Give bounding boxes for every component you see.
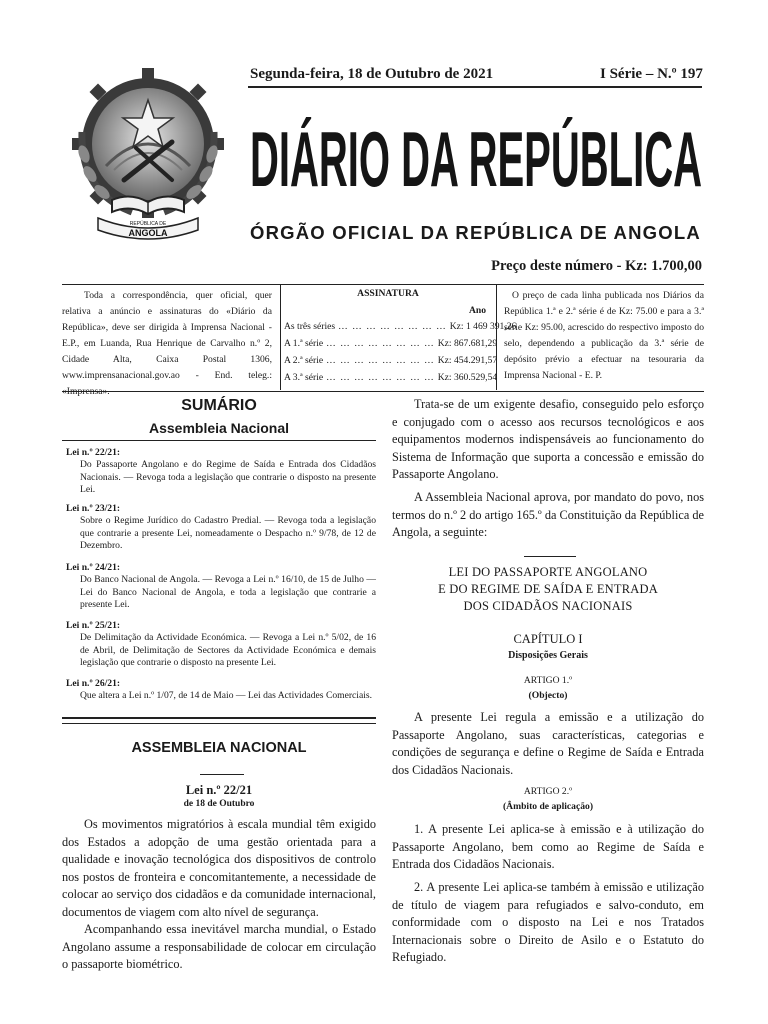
- subscription-label: A 1.ª série: [284, 338, 324, 349]
- info-divider: [280, 284, 281, 390]
- summary-law-number: Lei n.º 25/21:: [66, 620, 121, 631]
- emblem-motto-text: REPÚBLICA DE: [129, 221, 167, 227]
- summary-law-number: Lei n.º 22/21:: [66, 447, 121, 458]
- subscription-row: [284, 372, 498, 383]
- issue-series-number: I Série – N.º 197: [600, 66, 703, 82]
- chapter-subtitle: Disposições Gerais: [508, 650, 588, 661]
- summary-law-description: De Delimitação da Actividade Económica. — Revoga a Lei n.º 5/02, de 16 de Abril, de Delimitação de Sectores da Actividade Económica e demais legislação que contrarie o disposto na presente Lei.: [80, 632, 376, 669]
- article-subtitle: (Âmbito de aplicação): [502, 801, 594, 812]
- law-full-title-line: DOS CIDADÃOS NACIONAIS: [463, 599, 633, 613]
- law-full-title: [392, 564, 704, 615]
- summary-divider: [62, 440, 376, 441]
- leader-dots: … … … … … … … …: [326, 355, 435, 366]
- law-full-title-line: E DO REGIME DE SAÍDA E ENTRADA: [438, 582, 658, 596]
- article-title: ARTIGO 1.º: [523, 675, 573, 686]
- section-heading: ASSEMBLEIA NACIONAL: [131, 740, 307, 756]
- subscription-price: Kz: 867.681,29: [437, 338, 498, 349]
- law-title-rule: [200, 774, 244, 775]
- subscription-label: A 2.ª série: [284, 355, 324, 366]
- emblem-label-text: ANGOLA: [128, 228, 168, 238]
- summary-item: [66, 447, 376, 497]
- angola-coat-of-arms-logo: [62, 62, 234, 242]
- summary-law-description: Que altera a Lei n.º 1/07, de 14 de Maio — Lei das Actividades Comerciais.: [80, 690, 373, 702]
- article-subtitle: (Objecto): [528, 690, 568, 701]
- body-paragraph: Trata-se de um exigente desafio, conseguido pelo esforço e conjugado com o acesso aos recursos tecnológicos e aos equipamentos modernos indispensáveis ao funcionamento do Sistema de Informação que suporta a concessão e emissão do Passaporte Angolano.: [392, 397, 704, 482]
- summary-law-number: Lei n.º 23/21:: [66, 503, 121, 514]
- body-paragraph: Acompanhando essa inevitável marcha mundial, o Estado Angolano assume a responsabilidade de colocar em circulação o passaporte biométrico.: [62, 922, 376, 972]
- law-date: de 18 de Outubro: [183, 799, 255, 809]
- summary-law-number: Lei n.º 24/21:: [66, 562, 121, 573]
- subscription-label: A 3.ª série: [284, 372, 324, 383]
- body-paragraph: A presente Lei regula a emissão e a utilização do Passaporte Angolano, suas características, categorias e condições de segurança e define o Regime de Saída e Entrada dos Cidadãos Nacionais.: [392, 710, 704, 777]
- summary-law-description: Do Passaporte Angolano e do Regime de Saída e Entrada dos Cidadãos Nacionais. — Revoga toda a legislação que contrarie o disposto na presente Lei.: [80, 459, 376, 496]
- law-title: Lei n.º 22/21: [185, 783, 253, 797]
- subscription-title: ASSINATURA: [357, 288, 419, 299]
- subscription-label: As três séries: [284, 321, 336, 332]
- article-title: ARTIGO 2.º: [523, 786, 573, 797]
- body-paragraph: Os movimentos migratórios à escala mundial têm exigido dos Estados a adopção de uma gestão orientada para a qualidade e inovação tecnológica dos dispositivos de controlo nos postos de fronteira e concomitantemente, a necessidade de colocar ao serviço dos cidadãos e da comunidade internacional, documentos de viagem com alto nível de segurança.: [62, 817, 376, 919]
- subscription-price: Kz: 454.291,57: [437, 355, 498, 366]
- body-paragraph: A Assembleia Nacional aprova, por mandato do povo, nos termos do n.º 2 do artigo 165.º da Constituição da República de Angola, a seguinte:: [392, 490, 704, 540]
- masthead-title-text: DIÁRIO DA REPÚBLICA: [250, 115, 702, 203]
- masthead-subtitle: ÓRGÃO OFICIAL DA REPÚBLICA DE ANGOLA: [250, 222, 701, 243]
- summary-item: [66, 503, 376, 553]
- issue-date: Segunda-feira, 18 de Outubro de 2021: [250, 66, 494, 82]
- law-title-rule: [524, 556, 576, 557]
- issue-price: Preço deste número - Kz: 1.700,00: [491, 258, 702, 274]
- summary-title: SUMÁRIO: [181, 397, 257, 414]
- leader-dots: … … … … … … … …: [326, 372, 435, 383]
- section-divider: [62, 723, 376, 724]
- summary-item: [66, 678, 376, 703]
- subscription-row: [284, 355, 498, 366]
- subscription-price: Kz: 360.529,54: [437, 372, 498, 383]
- section-divider: [62, 717, 376, 719]
- body-paragraph: 2. A presente Lei aplica-se também à emissão e utilização de título de viagem para refugiados e salvo-conduto, em conformidade com o disposto na Lei e nos Tratados Internacionais sobre o Direito de Asilo e o Estatuto do Refugiado.: [392, 880, 704, 965]
- correspondence-notice: Toda a correspondência, quer oficial, quer relativa a anúncio e assinaturas do «Diário da República», deve ser dirigida à Imprensa Nacional - E.P., em Luanda, Rua Henrique de Carvalho n.º 2, Cidade Alta, Caixa Postal 1306, www.imprensanacional.gov.ao - End. teleg.: «Imprensa».: [62, 290, 272, 397]
- header-divider: [248, 86, 702, 88]
- leader-dots: … … … … … … … …: [338, 321, 447, 332]
- summary-subtitle: Assembleia Nacional: [148, 420, 290, 436]
- body-paragraph: 1. A presente Lei aplica-se à emissão e à utilização do Passaporte Angolano, bem como ao Regime de Saída e Entrada dos Cidadãos Nacionais.: [392, 822, 704, 872]
- leader-dots: … … … … … … … …: [326, 338, 435, 349]
- summary-law-description: Do Banco Nacional de Angola. — Revoga a Lei n.º 16/10, de 15 de Julho — Lei do Banco Nacional de Angola, e toda a legislação que contrarie a presente Lei.: [80, 574, 376, 611]
- summary-item: [66, 562, 376, 612]
- masthead-title: [250, 102, 704, 203]
- summary-item: [66, 620, 376, 670]
- line-price-notice: O preço de cada linha publicada nos Diários da República 1.ª e 2.ª série é de Kz: 75.00 e para a 3.ª série Kz: 95.00, acrescido do respectivo imposto do selo, dependendo a publicação da 3.ª série de depósito prévio a efectuar na tesouraria da Imprensa Nacional - E. P.: [504, 290, 704, 381]
- subscription-row: [284, 338, 498, 349]
- subscription-price: Kz: 1 469 391,26: [449, 321, 517, 332]
- chapter-title: CAPÍTULO I: [513, 632, 583, 646]
- summary-law-description: Sobre o Regime Jurídico do Cadastro Predial. — Revoga toda a legislação que contrarie a presente Lei, nomeadamente o Despacho n.º 9/78, de 12 de Dezembro.: [80, 515, 376, 552]
- summary-law-number: Lei n.º 26/21:: [66, 678, 121, 689]
- subscription-row: [284, 321, 517, 332]
- subscription-year-header: Ano: [468, 305, 486, 316]
- law-full-title-line: LEI DO PASSAPORTE ANGOLANO: [448, 565, 648, 579]
